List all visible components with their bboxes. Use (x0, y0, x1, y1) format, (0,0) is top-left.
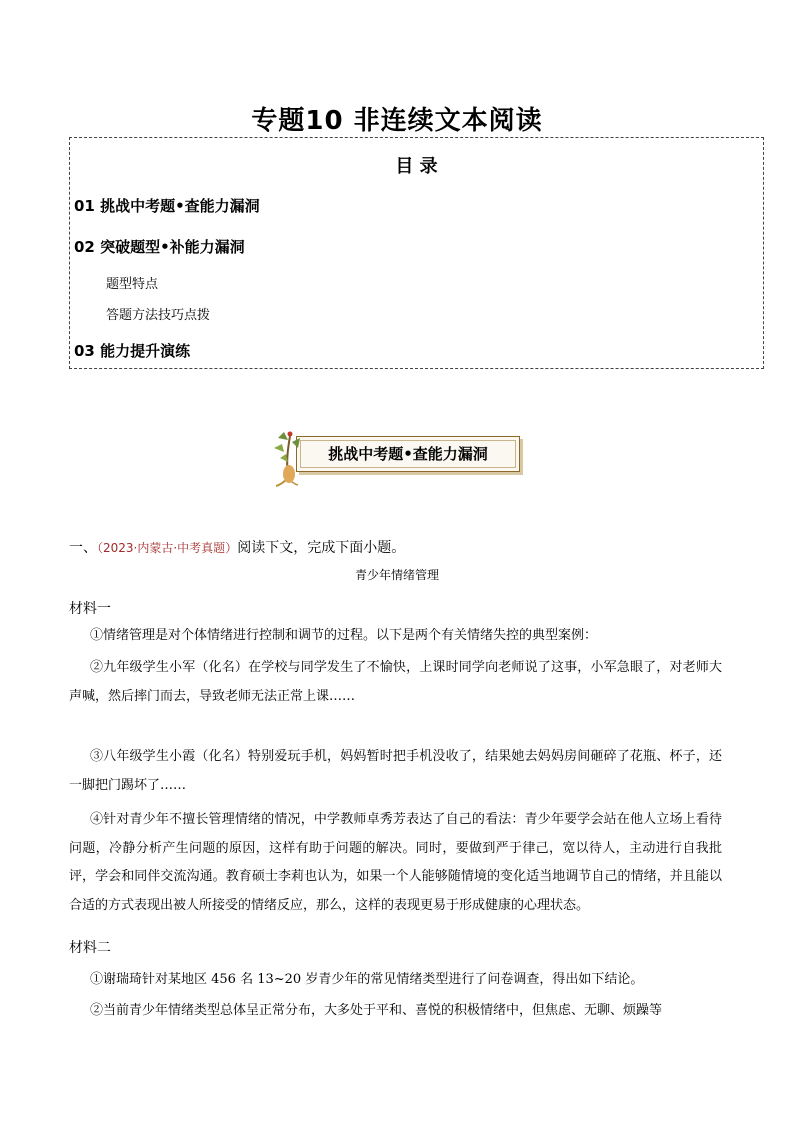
question-instruction: 阅读下文，完成下面小题。 (237, 540, 406, 556)
material-2-paragraph-2: ②当前青少年情绪类型总体呈正常分布，大多处于平和、喜悦的积极情绪中，但焦虑、无聊、烦躁等 (90, 1003, 663, 1018)
material-1-paragraph-3: ③八年级学生小霞（化名）特别爱玩手机，妈妈暂时把手机没收了，结果她去妈妈房间砸碎了花瓶、杯子，还一脚把门踢坏了…… (69, 749, 722, 793)
banner-title: 挑战中考题•查能力漏洞 (328, 445, 488, 463)
table-of-contents (69, 137, 764, 369)
toc-item-1[interactable]: 01 挑战中考题•查能力漏洞 (74, 197, 260, 215)
toc-heading: 目 录 (395, 156, 438, 177)
material-1-paragraph-1: ①情绪管理是对个体情绪进行控制和调节的过程。以下是两个有关情绪失控的典型案例： (90, 628, 598, 643)
toc-subitem-2[interactable]: 答题方法技巧点拨 (106, 308, 211, 323)
toc-item-2[interactable]: 02 突破题型•补能力漏洞 (74, 238, 245, 256)
question-header: 一、（2023·内蒙古·中考真题）阅读下文，完成下面小题。 (69, 540, 406, 556)
material-1-paragraph-2: ②九年级学生小军（化名）在学校与同学发生了不愉快，上课时同学向老师说了这事，小军急眼了，对老师大声喊，然后摔门而去，导致老师无法正常上课…… (69, 660, 722, 704)
banner-frame (296, 436, 520, 472)
material-2-paragraph-1: ①谢瑞琦针对某地区 456 名 13~20 岁青少年的常见情绪类型进行了问卷调查，得出如下结论。 (90, 972, 644, 987)
question-number: 一、 (69, 540, 97, 556)
material-1-label: 材料一 (69, 601, 111, 617)
toc-item-3[interactable]: 03 能力提升演练 (74, 342, 191, 360)
question-source[interactable]: 2023·内蒙古·中考真题 (103, 541, 226, 555)
material-2-label: 材料二 (69, 940, 111, 956)
passage-title: 青少年情绪管理 (354, 568, 439, 582)
page-title: 专题10 非连续文本阅读 (251, 106, 543, 136)
material-1-paragraph-4: ④针对青少年不擅长管理情绪的情况，中学教师卓秀芳表达了自己的看法：青少年要学会站在他人立场上看待问题，冷静分析产生问题的原因，这样有助于问题的解决。同时，要做到严于律己，宽以待人，主动进行自我批评，学会和同伴交流沟通。教育硕士李莉也认为，如果一个人能够随情境的变化适当地调节自己的情绪，并且能以合适的方式表现出被人所接受的情绪反应，那么，这样的表现更易于形成健康的心理状态。 (69, 812, 722, 913)
plant-icon (268, 428, 308, 488)
section-banner (268, 428, 524, 488)
toc-subitem-1[interactable]: 题型特点 (106, 277, 159, 292)
